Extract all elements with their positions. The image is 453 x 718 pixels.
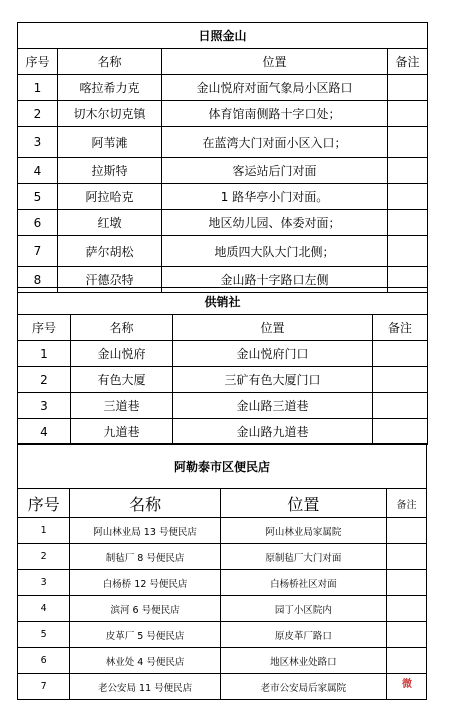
- cell-name: 老公安局 11 号便民店: [70, 674, 220, 700]
- cell-note: [387, 596, 427, 622]
- table-row: [18, 393, 428, 419]
- cell-number: 3: [18, 570, 70, 596]
- cell-note: [373, 393, 428, 419]
- cell-note: [388, 158, 428, 184]
- table-row: [18, 101, 428, 127]
- cell-name: 有色大厦: [71, 367, 173, 393]
- table-row: [18, 596, 427, 622]
- cell-number: 6: [18, 210, 58, 236]
- header-number: 序号: [18, 315, 71, 341]
- cell-location: 老市公安局后家属院: [220, 674, 386, 700]
- cell-name: 皮革厂 5 号便民店: [70, 622, 220, 648]
- cell-name: 林业处 4 号便民店: [70, 648, 220, 674]
- cell-number: 1: [18, 341, 71, 367]
- cell-note: [388, 184, 428, 210]
- header-note: 备注: [387, 489, 427, 518]
- cell-location: 金山悦府对面气象局小区路口: [162, 75, 388, 101]
- cell-location: 金山路三道巷: [173, 393, 373, 419]
- header-name: 名称: [58, 49, 162, 75]
- table-header-row: [18, 315, 428, 341]
- cell-location: 在蓝湾大门对面小区入口；: [162, 127, 388, 158]
- table-supply-coop: [17, 287, 428, 445]
- table-row: [18, 75, 428, 101]
- cell-location: 地区林业处路口: [220, 648, 386, 674]
- table-row: [18, 518, 427, 544]
- section-title: 阿勒泰市区便民店: [18, 444, 427, 489]
- header-location: 位置: [173, 315, 373, 341]
- cell-name: 喀拉希力克: [58, 75, 162, 101]
- cell-location: 三矿有色大厦门口: [173, 367, 373, 393]
- section-title: 供销社: [18, 288, 428, 315]
- cell-note: [388, 127, 428, 158]
- cell-note: [388, 75, 428, 101]
- table-row: [18, 570, 427, 596]
- cell-name: 汗德尕特: [58, 267, 162, 293]
- cell-location: 金山悦府门口: [173, 341, 373, 367]
- table-row: [18, 127, 428, 158]
- header-name: 名称: [70, 489, 220, 518]
- cell-name: 金山悦府: [71, 341, 173, 367]
- cell-name: 滨河 6 号便民店: [70, 596, 220, 622]
- table-row: [18, 184, 428, 210]
- cell-number: 1: [18, 75, 58, 101]
- cell-note: [388, 101, 428, 127]
- cell-location: 地质四大队大门北侧；: [162, 236, 388, 267]
- cell-note: [387, 518, 427, 544]
- header-location: 位置: [220, 489, 386, 518]
- table-row: [18, 648, 427, 674]
- cell-name: 阿山林业局 13 号便民店: [70, 518, 220, 544]
- cell-note: [373, 367, 428, 393]
- watermark-logo: 微: [402, 679, 412, 690]
- cell-number: 6: [18, 648, 70, 674]
- table-row: [18, 341, 428, 367]
- cell-location: 原皮革厂路口: [220, 622, 386, 648]
- cell-number: 5: [18, 184, 58, 210]
- table-row: [18, 544, 427, 570]
- section-title: 日照金山: [18, 23, 428, 49]
- header-note: 备注: [388, 49, 428, 75]
- cell-number: 2: [18, 544, 70, 570]
- cell-name: 阿苇滩: [58, 127, 162, 158]
- table-row: [18, 622, 427, 648]
- cell-name: 制毡厂 8 号便民店: [70, 544, 220, 570]
- table-altay-convenience-stores: [17, 443, 427, 700]
- cell-location: 体育馆南侧路十字口处；: [162, 101, 388, 127]
- cell-number: 2: [18, 367, 71, 393]
- header-number: 序号: [18, 489, 70, 518]
- cell-note: [387, 544, 427, 570]
- cell-number: 2: [18, 101, 58, 127]
- table-row: [18, 210, 428, 236]
- table-row: [18, 236, 428, 267]
- cell-number: 3: [18, 393, 71, 419]
- cell-location: 园丁小区院内: [220, 596, 386, 622]
- header-note: 备注: [373, 315, 428, 341]
- cell-note: [387, 570, 427, 596]
- header-name: 名称: [71, 315, 173, 341]
- cell-location: 1 路华亭小门对面。: [162, 184, 388, 210]
- cell-note: [388, 236, 428, 267]
- cell-note: [387, 648, 427, 674]
- cell-name: 拉斯特: [58, 158, 162, 184]
- cell-location: 客运站后门对面: [162, 158, 388, 184]
- cell-location: 原制毡厂大门对面: [220, 544, 386, 570]
- table-header-row: [18, 489, 427, 518]
- cell-location: 金山路十字路口左侧: [162, 267, 388, 293]
- header-location: 位置: [162, 49, 388, 75]
- cell-name: 萨尔胡松: [58, 236, 162, 267]
- cell-name: 阿拉哈克: [58, 184, 162, 210]
- cell-number: 7: [18, 674, 70, 700]
- cell-name: 白杨桥 12 号便民店: [70, 570, 220, 596]
- table-row: [18, 158, 428, 184]
- cell-number: 1: [18, 518, 70, 544]
- cell-number: 3: [18, 127, 58, 158]
- cell-location: 地区幼儿园、体委对面；: [162, 210, 388, 236]
- cell-note: [373, 419, 428, 445]
- cell-name: 九道巷: [71, 419, 173, 445]
- cell-number: 4: [18, 158, 58, 184]
- cell-number: 4: [18, 419, 71, 445]
- cell-note: [388, 210, 428, 236]
- cell-name: 切木尔切克镇: [58, 101, 162, 127]
- cell-number: 7: [18, 236, 58, 267]
- cell-location: 金山路九道巷: [173, 419, 373, 445]
- cell-number: 5: [18, 622, 70, 648]
- cell-name: 三道巷: [71, 393, 173, 419]
- cell-location: 阿山林业局家属院: [220, 518, 386, 544]
- table-row: [18, 367, 428, 393]
- cell-note: [373, 341, 428, 367]
- cell-location: 白杨桥社区对面: [220, 570, 386, 596]
- table-row: [18, 674, 427, 700]
- cell-number: 8: [18, 267, 58, 293]
- cell-name: 红墩: [58, 210, 162, 236]
- header-number: 序号: [18, 49, 58, 75]
- table-header-row: [18, 49, 428, 75]
- cell-number: 4: [18, 596, 70, 622]
- cell-note: [387, 622, 427, 648]
- table-row: [18, 419, 428, 445]
- table-rizhao-jinshan: [17, 22, 428, 293]
